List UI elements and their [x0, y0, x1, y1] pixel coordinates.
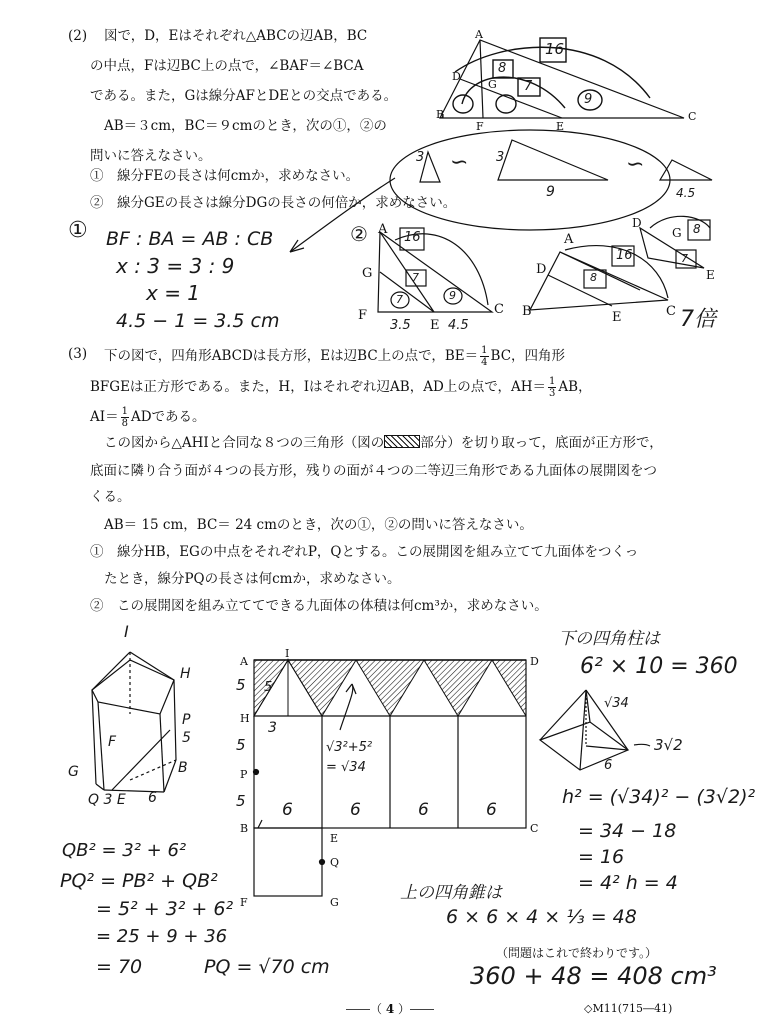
label-C: C	[688, 110, 697, 123]
net-6-1: 6	[282, 800, 293, 820]
part2-line-3: である。また，Gは線分AFとDEとの交点である。	[90, 88, 398, 104]
label-D: D	[452, 70, 461, 83]
net-sqrt-2: = √34	[326, 760, 366, 775]
s1-7circ: 7	[396, 293, 403, 306]
net-6-4: 6	[486, 800, 497, 820]
net-3: 3	[268, 720, 277, 736]
label-G: G	[488, 78, 497, 91]
ratio-mark-7: 7	[524, 79, 533, 94]
s1-G: G	[362, 266, 373, 281]
prism-G: G	[68, 764, 79, 780]
hatched-triangles	[254, 660, 526, 716]
part3-number: (3)	[68, 346, 88, 362]
s1-35: 3.5	[390, 318, 411, 333]
s2-C: C	[666, 304, 676, 319]
work-circled-1: ①	[68, 218, 88, 243]
s2-B: B	[522, 304, 532, 319]
s3-7: 7	[681, 252, 688, 265]
sketch-3b: 3	[496, 150, 505, 165]
net-label-G: G	[330, 896, 339, 909]
part2-number: (2)	[68, 28, 88, 44]
work-line-1: BF : BA = AB : CB	[106, 228, 274, 250]
answer-pq: PQ = √70 cm	[204, 956, 330, 978]
work-pq-1: PQ² = PB² + QB²	[60, 870, 218, 892]
upper-calc: 6 × 6 × 4 × ⅓ = 48	[446, 906, 637, 928]
prism-F: F	[108, 734, 117, 750]
prism-I: I	[124, 622, 129, 641]
part3-question-1b: たとき，線分PQの長さは何cmか，求めなさい。	[104, 571, 401, 587]
pyramid-sketch	[540, 690, 650, 770]
work-line-4: 4.5 − 1 = 3.5 cm	[116, 310, 280, 332]
prism-H: H	[180, 666, 191, 682]
prism-P: P	[182, 712, 191, 728]
prism-sketch	[92, 652, 176, 792]
part2-line-2: の中点，Fは辺BC上の点で，∠BAF＝∠BCA	[90, 58, 364, 74]
fraction-1-3: $\frac{1}{3}$	[549, 376, 556, 399]
net-label-P: P	[240, 768, 248, 781]
s1-C: C	[494, 302, 504, 317]
work-qb: QB² = 3² + 6²	[62, 840, 187, 861]
net-5b: 5	[236, 736, 246, 754]
sketch-45: 4.5	[676, 186, 696, 200]
part2-line-1: 図で，D，Eはそれぞれ△ABCの辺AB，BC	[104, 28, 368, 44]
part3-line-2: BFGEは正方形である。また，H，Iはそれぞれ辺AB，AD上の点で，AH＝ $\frac{1}{3}$ AB，	[90, 376, 592, 399]
pyr-3sqrt2: 3√2	[654, 736, 683, 754]
net-label-A: A	[240, 655, 248, 668]
net-6-2: 6	[350, 800, 361, 820]
ratio-mark-9: 9	[584, 92, 593, 107]
part3-line-7: AB＝ 15 cm，BC＝ 24 cmのとき，次の①，②の問いに答えなさい。	[104, 517, 533, 533]
work-h-4: = 4² h = 4	[578, 872, 678, 894]
ratio-mark-8: 8	[498, 61, 507, 76]
net-label-F: F	[240, 896, 248, 909]
hatch-swatch	[384, 435, 420, 448]
net-5c: 5	[236, 792, 246, 810]
ratio-mark-16: 16	[545, 40, 565, 58]
part3-line-3: AI＝ $\frac{1}{8}$ ADである。	[90, 406, 206, 429]
work-circled-2: ②	[350, 222, 368, 246]
lower-title: 下の四角柱は	[558, 629, 660, 649]
prism-6: 6	[148, 790, 157, 806]
net-label-D: D	[530, 655, 539, 668]
work-h-1: h² = (√34)² − (3√2)²	[562, 786, 756, 808]
exam-code: ◇M11(715―41)	[584, 1002, 673, 1015]
net-6-3: 6	[418, 800, 429, 820]
label-A: A	[475, 28, 483, 41]
s2-E: E	[612, 310, 622, 325]
net-5a: 5	[236, 676, 246, 694]
s1-A: A	[378, 222, 388, 237]
label-F: F	[476, 120, 484, 133]
pyr-sqrt34: √34	[604, 696, 629, 711]
upper-title: 上の四角錐は	[400, 883, 502, 903]
s2-8: 8	[590, 271, 597, 284]
work-line-3: x = 1	[146, 281, 201, 305]
part2-line-4: AB＝３cm，BC＝９cmのとき，次の①，②の	[104, 118, 387, 134]
prism-B: B	[178, 760, 188, 776]
s1-E: E	[430, 318, 440, 333]
total-volume: 360 + 48 = 408 cm³	[470, 962, 717, 990]
s3-E: E	[706, 268, 715, 282]
fraction-1-4: $\frac{1}{4}$	[481, 345, 488, 368]
s1-7box: 7	[412, 271, 419, 284]
sketch-9: 9	[546, 184, 555, 200]
work-pq-2: = 5² + 3² + 6²	[96, 898, 234, 920]
net-label-C: C	[530, 822, 539, 835]
s3-D: D	[632, 216, 642, 230]
s2-16: 16	[616, 248, 633, 263]
part2-question-2: ② 線分GEの長さは線分DGの長さの何倍か，求めなさい。	[90, 195, 457, 211]
part3-question-1a: ① 線分HB，EGの中点をそれぞれP，Qとする。この展開図を組み立てて九面体をつくっ	[90, 544, 639, 560]
sim-symbol-1: ∽	[450, 150, 469, 175]
part3-line-5: 底面に隣り合う面が４つの長方形，残りの面が４つの二等辺三角形である九面体の展開図をつ	[90, 463, 657, 479]
pyr-6: 6	[604, 758, 613, 773]
net-label-I: I	[285, 647, 290, 660]
label-B: B	[436, 108, 445, 121]
page-number: ――（ 4 ）――	[346, 1002, 435, 1016]
label-E: E	[556, 120, 565, 133]
work-line-2: x : 3 = 3 : 9	[116, 254, 235, 278]
part3-question-2: ② この展開図を組み立ててできる九面体の体積は何cm³か，求めなさい。	[90, 598, 548, 614]
work-h-3: = 16	[578, 846, 625, 868]
s3-G: G	[672, 226, 682, 240]
net-5-inside: 5	[264, 680, 273, 695]
s1-45: 4.5	[448, 318, 469, 333]
s2-A: A	[564, 232, 574, 247]
s1-16: 16	[404, 230, 421, 245]
s1-9circ: 9	[449, 289, 456, 302]
sim-symbol-2: ∽	[626, 152, 645, 177]
part3-line-6: くる。	[90, 489, 131, 505]
sketch-3a: 3	[416, 150, 425, 165]
part3-line-4: この図から△AHIと合同な８つの三角形（図の 部分）を切り取って，底面が正方形で，	[104, 435, 663, 451]
part2-question-1: ① 線分FEの長さは何cmか，求めなさい。	[90, 168, 360, 184]
lower-calc: 6² × 10 = 360	[580, 654, 738, 679]
end-note: （問題はこれで終わりです。）	[496, 946, 658, 960]
part2-line-5: 問いに答えなさい。	[90, 148, 212, 164]
s3-8: 8	[693, 222, 701, 236]
net-sqrt-1: √3²+5²	[326, 740, 373, 755]
work-h-2: = 34 − 18	[578, 820, 677, 842]
s2-D: D	[536, 262, 547, 277]
net-label-Q: Q	[330, 856, 340, 869]
fraction-1-8: $\frac{1}{8}$	[121, 406, 128, 429]
part3-line-1: 下の図で，四角形ABCDは長方形，Eは辺BC上の点で，BE＝ $\frac{1}{4}$ BC，四角形	[104, 345, 566, 368]
answer-2: 7倍	[680, 307, 716, 332]
prism-5: 5	[182, 730, 191, 746]
net-label-E: E	[330, 832, 339, 845]
prism-Q3E: Q 3 E	[88, 792, 126, 808]
work-pq-3: = 25 + 9 + 36	[96, 926, 228, 947]
s1-F: F	[358, 308, 368, 323]
net-label-B: B	[240, 822, 249, 835]
net-label-H: H	[240, 712, 250, 725]
work-pq-4: = 70	[96, 956, 143, 978]
